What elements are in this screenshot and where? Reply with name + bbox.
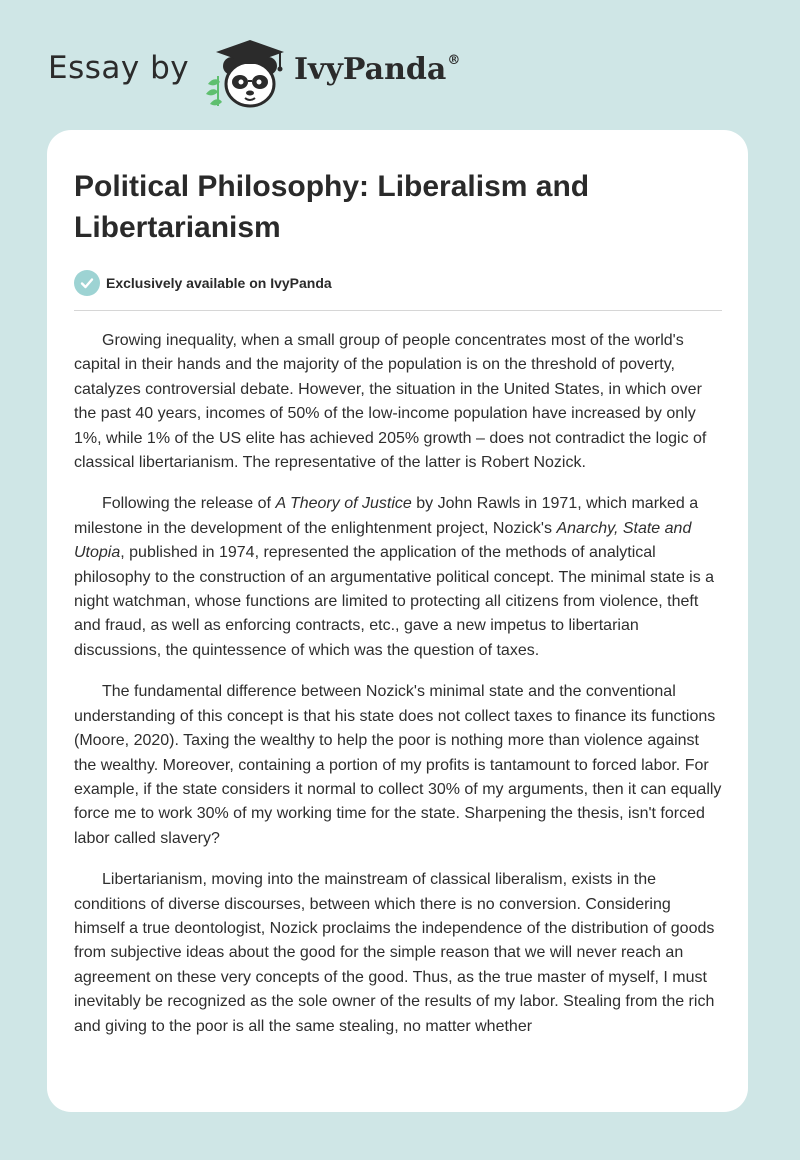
paragraph-2-text-c: , published in 1974, represented the application of the methods of analytical philosophy to the construction of an argumentative political concept. The minimal state is a night watchman, whose functions are limited to protecting all citizens from violence, theft and fraud, as well as enforcing contracts, etc., gave a new impetus to libertarian discussions, the quintessence of which was the question of taxes. — [74, 544, 715, 659]
divider — [74, 310, 722, 311]
book-title-anarchy-state-utopia: Anarchy, State and Utopia — [74, 519, 692, 562]
page-title: Political Philosophy: Liberalism and Libertarianism — [74, 170, 590, 244]
brand-label: IvyPanda — [294, 52, 447, 87]
checkmark-icon — [74, 270, 100, 296]
site-header — [0, 0, 800, 130]
paragraph-2-text-b: by John Rawls in 1971, which marked a milestone in the development of the enlightenment project, Nozick's — [74, 495, 699, 537]
exclusive-badge — [74, 268, 722, 298]
paragraph-1: Growing inequality, when a small group of people concentrates most of the world's capital in their hands and the majority of the population is on the threshold of poverty, catalyzes controversial debate. However, the situation in the United States, in which over the past 40 years, incomes of 50% of the low-income population have increased by only 1%, while 1% of the US elite has achieved 205% growth – does not contradict the logic of classical libertarianism. The representative of the latter is Robert Nozick. — [74, 332, 707, 472]
article-card — [47, 130, 748, 1112]
essay-by-label: Essay by — [48, 50, 190, 86]
registered-mark: ® — [447, 53, 461, 68]
leaf-sprig-icon — [206, 76, 222, 106]
brand-name[interactable] — [294, 52, 460, 87]
paragraph-4: Libertarianism, moving into the mainstream of classical liberalism, exists in the conditions of diverse discourses, between which there is no conversion. Considering himself a true deontologist, Nozick proclaims the independence of the distribution of goods from subjective ideas about the good for the simple reason that we will never reach an agreement on these very concepts of the good. Thus, as the true master of myself, I must inevitably be recognized as the sole owner of the results of my labor. Stealing from the rich and giving to the poor is all the same stealing, no matter whether — [74, 871, 715, 1035]
paragraph-2 — [74, 492, 722, 663]
book-title-theory-of-justice: A Theory of Justice — [275, 495, 412, 513]
paragraph-3: The fundamental difference between Nozick's minimal state and the conventional understanding of this concept is that his state does not collect taxes to finance its functions (Moore, 2020). Taxing the wealthy to help the poor is nothing more than violence against the wealthy. Moreover, containing a portion of my profits is tantamount to forced labor. For example, if the state considers it normal to collect 30% of my arguments, then it can equally force me to work 30% of my working time for the state. Sharpening the thesis, isn't forced labor called slavery? — [74, 683, 722, 847]
paragraph-2-text-a: Following the release of — [102, 495, 276, 513]
badge-text: Exclusively available on IvyPanda — [106, 275, 332, 291]
panda-graduate-logo-icon[interactable] — [202, 36, 288, 110]
